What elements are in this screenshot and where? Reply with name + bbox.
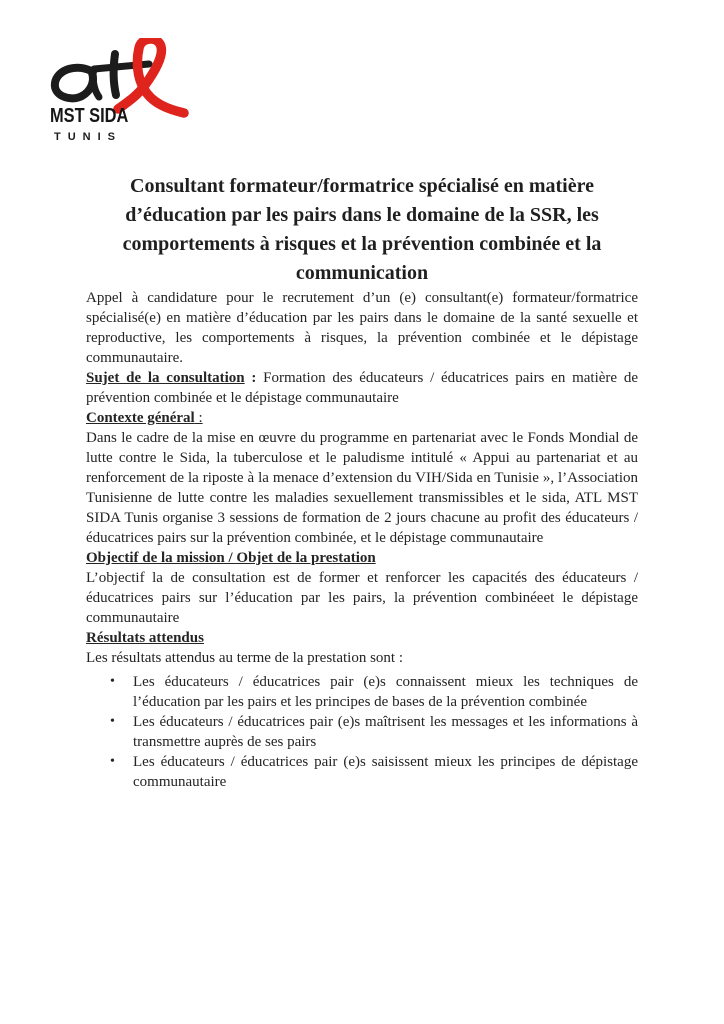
contexte-heading [86,408,638,428]
logo-text-tunis: TUNIS [54,131,122,143]
list-item-text: Les éducateurs / éducatrices pair (e)s connaissent mieux les techniques de l’éducation par les pairs et les principes de bases de la prévention combinée [133,674,638,710]
resultats-heading [86,628,638,648]
paragraph-contexte: Dans le cadre de la mise en œuvre du programme en partenariat avec le Fonds Mondial de lutte contre le Sida, la tuberculose et le paludisme intitulé « Appui au partenariat et au renforcement de la riposte à la menace d’extension du VIH/Sida en Tunisie », l’Association Tunisienne de lutte contre les maladies sexuellement transmissibles et le sida, ATL MST SIDA Tunis organise 3 sessions de formation de 2 jours chacune au profit des éducateurs / éducatrices pairs sur la prévention combinée, et le dépistage communautaire [86,430,638,546]
objectif-heading-label: Objectif de la mission / Objet de la prestation [86,550,376,566]
paragraph-sujet [86,368,638,408]
paragraph-intro: Appel à candidature pour le recrutement d’un (e) consultant(e) formateur/formatrice spécialisé(e) en matière d’éducation par les pairs dans le domaine de la santé sexuelle et reproductive, les comportements à risques, la prévention combinée et le dépistage communautaire. [86,290,638,366]
sujet-text: Formation des éducateurs / éducatrices pairs en matière de prévention combinée et le dépistage communautaire [86,370,638,406]
sujet-colon: : [244,370,264,386]
list-item [86,712,638,752]
contexte-colon: : [194,410,203,426]
document-title: Consultant formateur/formatrice spécialisé en matière d’éducation par les pairs dans le domaine de la SSR, les comportements à risques et la prévention combinée et la communication [122,175,602,284]
objectif-heading [86,548,638,568]
resultats-intro: Les résultats attendus au terme de la prestation sont : [86,650,403,666]
sujet-heading: Sujet de la consultation [86,370,245,386]
bullet-icon: • [110,714,115,729]
document-body [86,0,638,792]
list-item [86,752,638,792]
bullet-icon: • [110,754,115,769]
list-item [86,672,638,712]
contexte-heading-label: Contexte général [86,410,195,426]
logo-text-mst-sida: MST SIDA [50,105,129,127]
bullet-icon: • [110,674,115,689]
list-item-text: Les éducateurs / éducatrices pair (e)s saisissent mieux les principes de dépistage communautaire [133,754,638,790]
resultats-list [86,672,638,792]
list-item-text: Les éducateurs / éducatrices pair (e)s maîtrisent les messages et les informations à transmettre auprès de ses pairs [133,714,638,750]
paragraph-objectif: L’objectif la de consultation est de former et renforcer les capacités des éducateurs / éducatrices pairs sur l’éducation par les pairs, la prévention combinéeet le dépistage communautaire [86,570,638,626]
resultats-heading-label: Résultats attendus [86,630,204,646]
